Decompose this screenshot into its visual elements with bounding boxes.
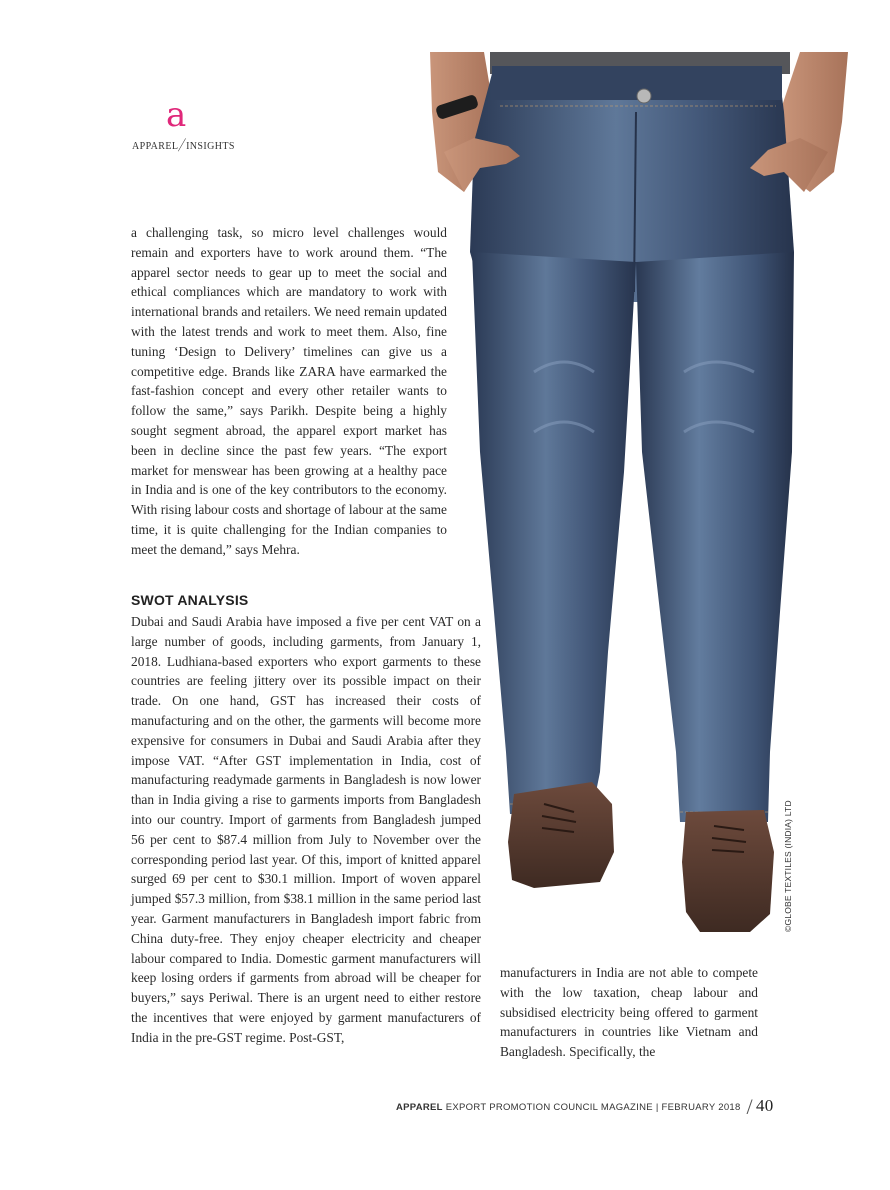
article-column-1 xyxy=(131,223,447,560)
article-paragraph-2: Dubai and Saudi Arabia have imposed a five per cent VAT on a large number of goods, including garments, from January 1, 2018. Ludhiana-based exporters who export garments to these countries are feeling jittery over its possible impact on their trade. On one hand, GST has increased their costs of manufacturing and on the other, the garments will become more expensive for consumers in Dubai and Saudi Arabia after they impose VAT. “After GST implementation in India, cost of manufacturing readymade garments in Bangladesh is now lower than in India giving a rise to garments imports from Bangladesh into our country. Import of garments from Bangladesh jumped 56 per cent to $87.4 million from July to November over the corresponding period last year. Of this, import of knitted apparel surged 69 per cent to $30.1 million. Import of woven apparel jumped $57.3 million, from $38.1 million in the same period last year. Garment manufacturers in Bangladesh import fabric from China duty-free. They enjoy cheaper electricity and cheaper labour compared to India. Domestic garment manufacturers will keep losing orders if garments from abroad will be cheaper for buyers,” says Periwal. There is an urgent need to either restore the incentives that were enjoyed by garment manufacturers of India in the pre-GST regime. Post-GST, xyxy=(131,614,481,1045)
section-label-apparel: APPAREL xyxy=(132,141,179,152)
swot-heading: SWOT ANALYSIS xyxy=(131,592,249,608)
article-paragraph-3: manufacturers in India are not able to compete with the low taxation, cheap labour and subsidised electricity being offered to garment manufacturers in countries like Vietnam and Bangladesh. Specifically, the xyxy=(500,965,758,1060)
magazine-logo-letter: a xyxy=(166,95,187,135)
section-label-insights: INSIGHTS xyxy=(186,141,235,152)
footer-slash: / xyxy=(746,1094,753,1119)
footer-brand: APPAREL xyxy=(396,1102,443,1113)
section-label xyxy=(132,133,235,156)
page-footer xyxy=(396,1094,774,1120)
footer-issue: FEBRUARY 2018 xyxy=(658,1102,744,1113)
jeans-left-leg xyxy=(472,252,636,814)
article-paragraph-1: a challenging task, so micro level challenges would remain and exporters have to work around them. “The apparel sector needs to gear up to meet the social and ethical compliances which are mandatory to work with international brands and retailers. We need remain updated with the latest trends and work to meet them. Also, fine tuning ‘Design to Delivery’ timelines can give us a competitive edge. Brands like ZARA have earmarked the fast-fashion concept and every other retailer wants to follow the same,” says Parikh. Despite being a highly sought segment abroad, the apparel export market has been in decline since the past few years. “The export market for menswear has been growing at a healthy pace in India and is one of the key contributors to the economy. With rising labour costs and shortage of labour at the same time, it is quite challenging for the Indian companies to meet the demand,” says Mehra. xyxy=(131,225,447,557)
photo-credit: ©GLOBE TEXTILES (INDIA) LTD xyxy=(783,800,793,932)
jeans-right-leg xyxy=(636,252,794,822)
footer-separator: | xyxy=(655,1102,659,1113)
jeans-button xyxy=(637,89,651,103)
article-column-3 xyxy=(500,963,758,1062)
left-shoe xyxy=(508,782,614,888)
section-label-slash: / xyxy=(176,133,189,156)
page-number: 40 xyxy=(755,1096,774,1115)
footer-publication: EXPORT PROMOTION COUNCIL MAGAZINE xyxy=(442,1102,656,1113)
